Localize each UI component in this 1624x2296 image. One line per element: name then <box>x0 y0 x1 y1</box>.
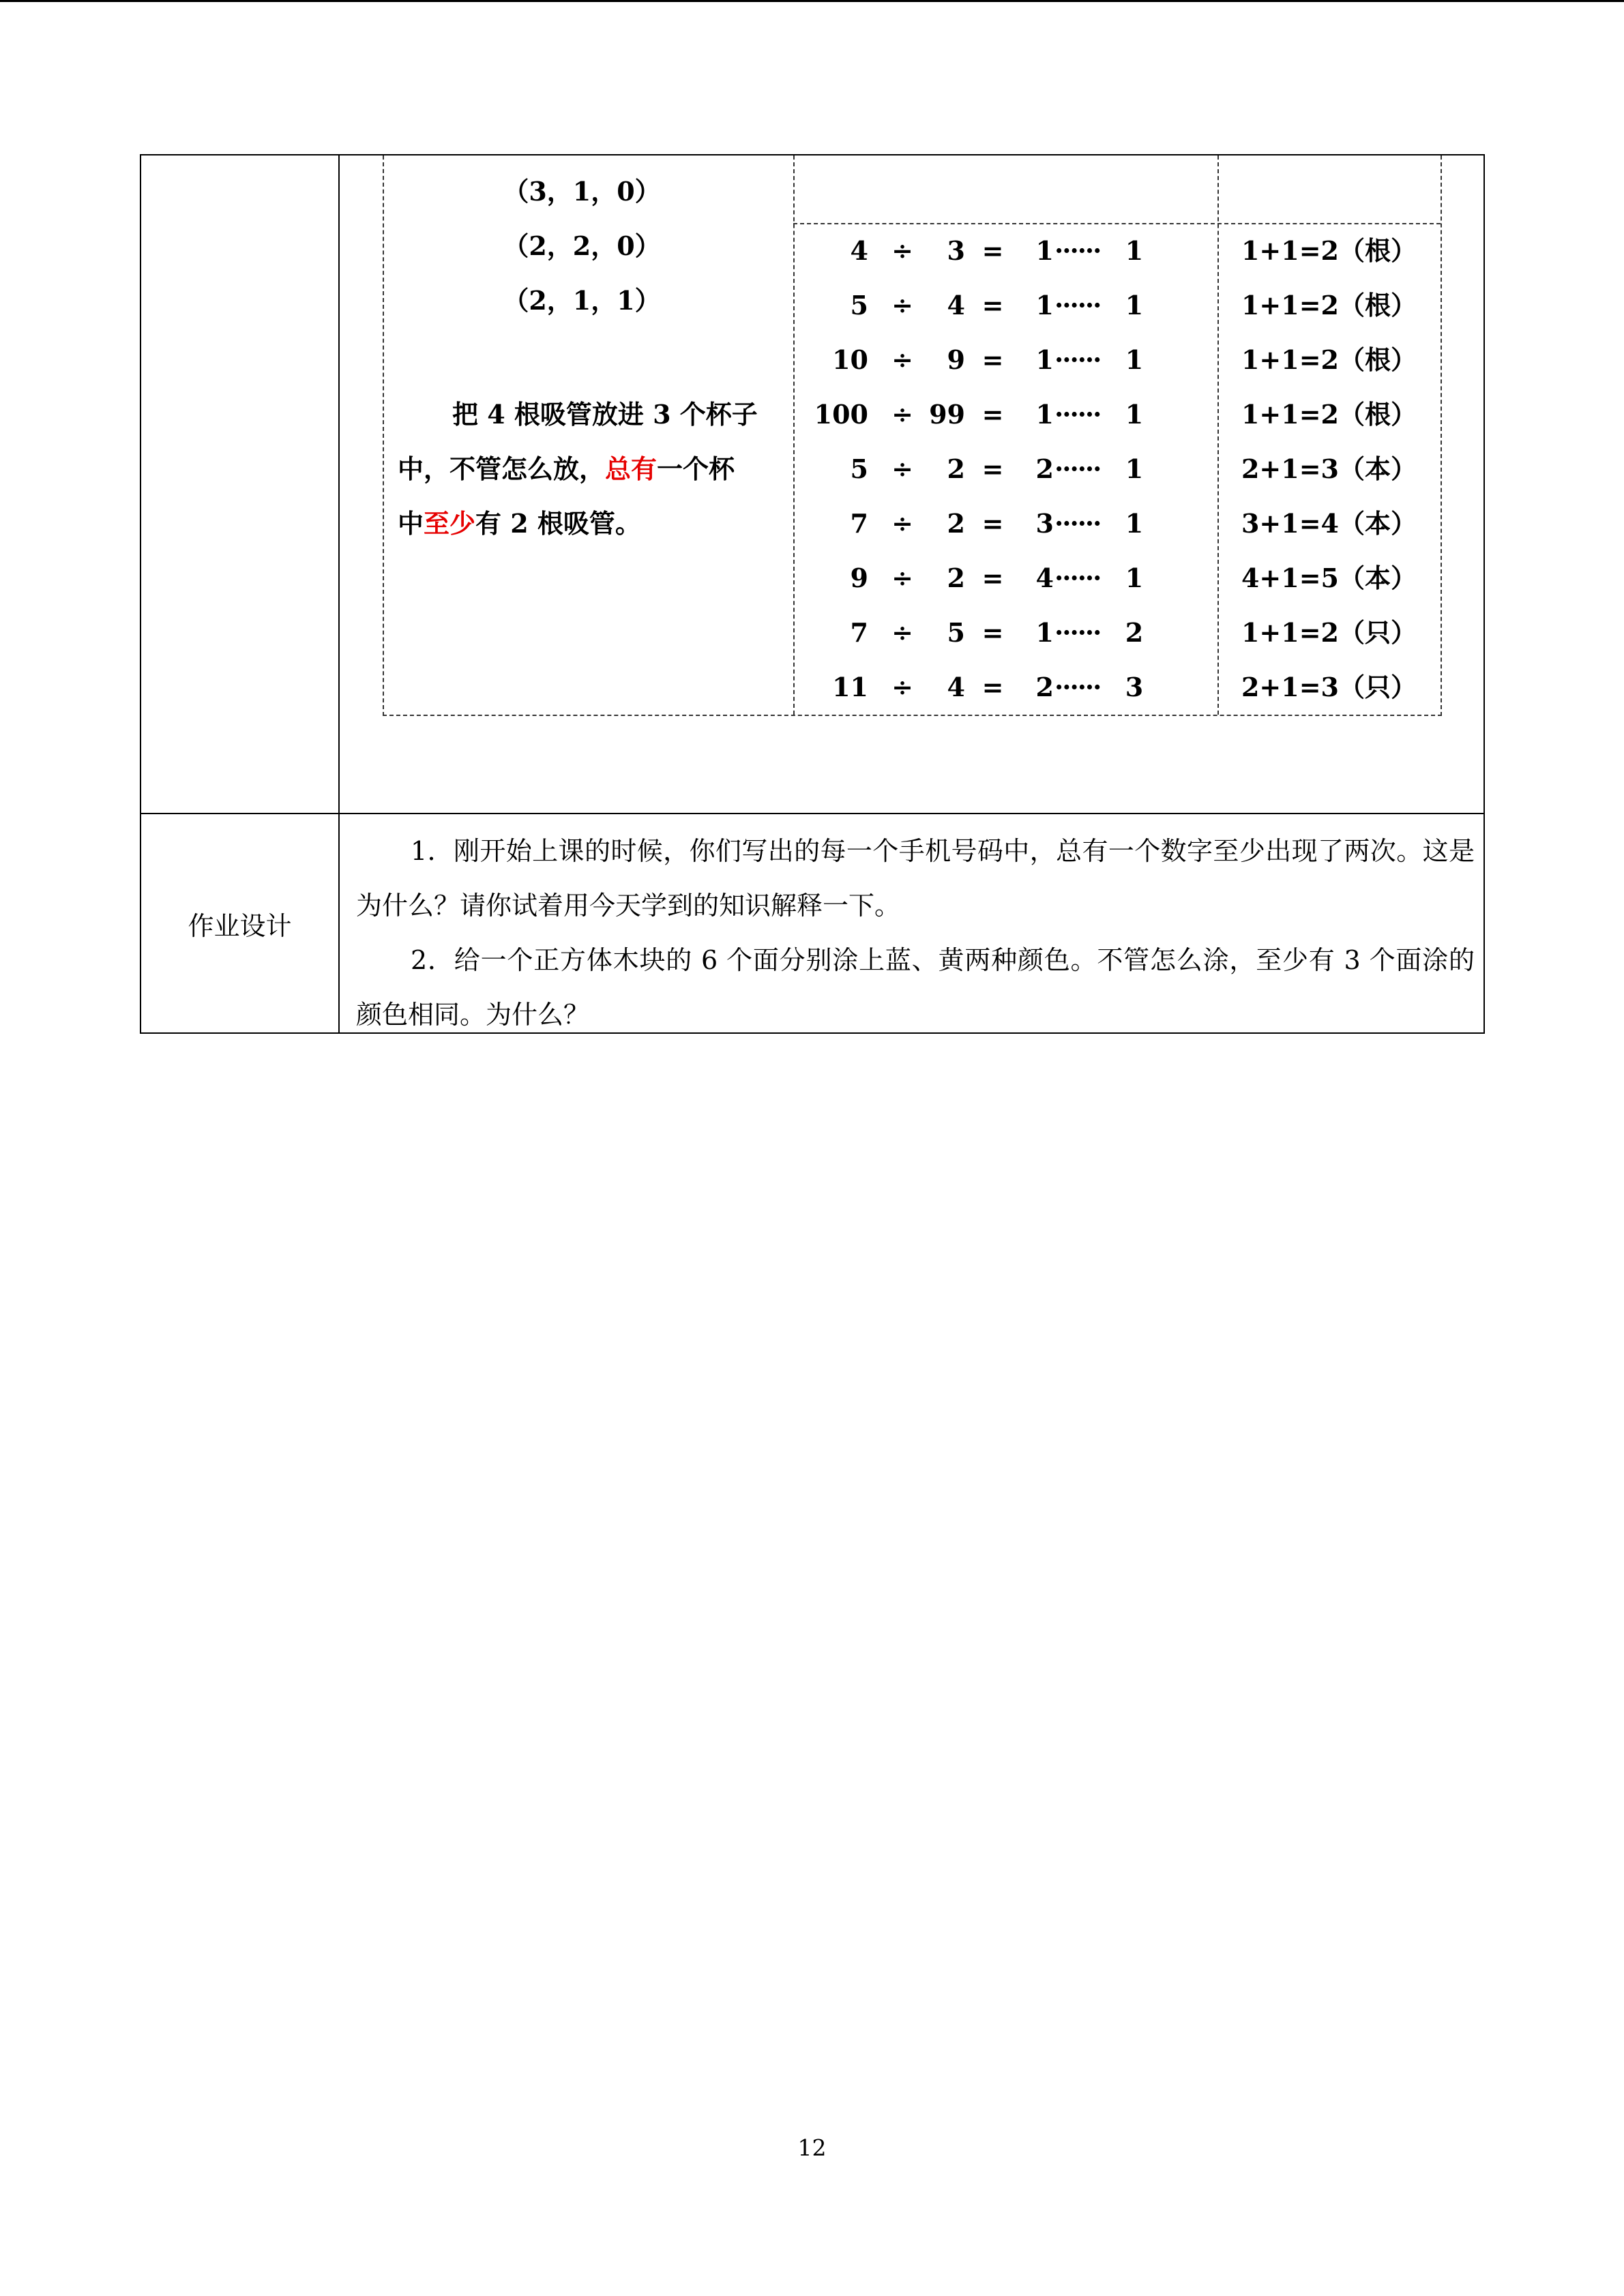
dividend: 10 <box>832 344 868 375</box>
lesson-table <box>140 154 1485 1034</box>
equation-row <box>793 660 1441 715</box>
divisor: 2 <box>947 563 965 593</box>
minimum-result: 2+1=3（只） <box>1241 672 1417 702</box>
divisor: 9 <box>947 344 965 375</box>
remainder: 1 <box>1125 399 1144 430</box>
dividend: 4 <box>850 235 868 266</box>
ellipsis: ······ <box>1054 672 1101 702</box>
minimum-result: 3+1=4（本） <box>1241 508 1417 539</box>
divisor: 3 <box>947 235 965 266</box>
ellipsis: ······ <box>1054 508 1101 539</box>
divide-sign: ÷ <box>891 344 913 375</box>
remainder: 1 <box>1125 508 1144 539</box>
equals-sign: = <box>981 617 1004 648</box>
equation-row <box>793 224 1441 278</box>
quotient: 1 <box>1035 344 1054 375</box>
ellipsis: ······ <box>1054 453 1101 484</box>
divide-sign: ÷ <box>891 235 913 266</box>
quotient: 1 <box>1035 399 1054 430</box>
quotient: 2 <box>1035 672 1054 702</box>
equation-row <box>793 278 1441 333</box>
remainder: 1 <box>1125 235 1144 266</box>
equals-sign: = <box>981 399 1004 430</box>
remainder: 3 <box>1125 672 1144 702</box>
equals-sign: = <box>981 508 1004 539</box>
quotient: 1 <box>1035 290 1054 320</box>
example-box <box>383 155 1442 716</box>
divide-sign: ÷ <box>891 508 913 539</box>
dividend: 7 <box>850 508 868 539</box>
minimum-result: 1+1=2（根） <box>1241 290 1417 320</box>
quotient: 3 <box>1035 508 1054 539</box>
divide-sign: ÷ <box>891 563 913 593</box>
minimum-result: 4+1=5（本） <box>1241 563 1417 593</box>
equals-sign: = <box>981 290 1004 320</box>
minimum-result: 1+1=2（只） <box>1241 617 1417 648</box>
remainder: 1 <box>1125 563 1144 593</box>
ellipsis: ······ <box>1054 344 1101 375</box>
ellipsis: ······ <box>1054 399 1101 430</box>
equation-row <box>793 496 1441 551</box>
equals-sign: = <box>981 563 1004 593</box>
remainder: 1 <box>1125 290 1144 320</box>
divisor: 2 <box>947 453 965 484</box>
statement-text: 中 <box>398 508 424 539</box>
page-top-border <box>0 0 1624 2</box>
dividend: 11 <box>832 672 868 702</box>
highlight-at-least: 至少 <box>424 508 476 539</box>
dividend: 100 <box>814 399 868 430</box>
statement-text: 有 2 根吸管。 <box>475 508 641 539</box>
equation-row <box>793 333 1441 387</box>
equation-row <box>793 442 1441 496</box>
statement-line: 把 4 根吸管放进 3 个杯子 <box>452 399 758 430</box>
divide-sign: ÷ <box>891 672 913 702</box>
principle-statement <box>398 387 780 551</box>
homework-content <box>356 824 1475 1042</box>
distribution-triple: （3，1，0） <box>503 176 661 207</box>
statement-text: 中，不管怎么放， <box>398 453 606 484</box>
quotient: 4 <box>1035 563 1054 593</box>
table-column-divider <box>338 155 340 1032</box>
page-number: 12 <box>797 2134 827 2161</box>
minimum-result: 2+1=3（本） <box>1241 453 1417 484</box>
distribution-triple: （2，1，1） <box>503 285 661 316</box>
remainder: 1 <box>1125 344 1144 375</box>
divide-sign: ÷ <box>891 617 913 648</box>
quotient: 2 <box>1035 453 1054 484</box>
ellipsis: ······ <box>1054 235 1101 266</box>
minimum-result: 1+1=2（根） <box>1241 399 1417 430</box>
homework-label: 作业设计 <box>188 910 292 941</box>
equation-row <box>793 551 1441 606</box>
dividend: 5 <box>850 290 868 320</box>
ellipsis: ······ <box>1054 563 1101 593</box>
statement-text: 一个杯 <box>657 453 735 484</box>
ellipsis: ······ <box>1054 617 1101 648</box>
remainder: 1 <box>1125 453 1144 484</box>
dividend: 5 <box>850 453 868 484</box>
remainder: 2 <box>1125 617 1144 648</box>
dividend: 7 <box>850 617 868 648</box>
divide-sign: ÷ <box>891 399 913 430</box>
quotient: 1 <box>1035 617 1054 648</box>
table-row-divider <box>141 813 1483 814</box>
divisor: 2 <box>947 508 965 539</box>
statement-line <box>398 442 780 496</box>
quotient: 1 <box>1035 235 1054 266</box>
divisor: 5 <box>947 617 965 648</box>
divide-sign: ÷ <box>891 453 913 484</box>
statement-line <box>398 496 780 551</box>
distribution-triple: （2，2，0） <box>503 230 661 261</box>
minimum-result: 1+1=2（根） <box>1241 235 1417 266</box>
homework-item: 1．刚开始上课的时候，你们写出的每一个手机号码中，总有一个数字至少出现了两次。这是为什么？请你试着用今天学到的知识解释一下。 <box>356 836 1475 921</box>
minimum-result: 1+1=2（根） <box>1241 344 1417 375</box>
divide-sign: ÷ <box>891 290 913 320</box>
equals-sign: = <box>981 344 1004 375</box>
equation-row <box>793 387 1441 442</box>
equals-sign: = <box>981 672 1004 702</box>
divisor: 99 <box>929 399 965 430</box>
dividend: 9 <box>850 563 868 593</box>
highlight-always: 总有 <box>605 453 658 484</box>
equation-row <box>793 606 1441 660</box>
divisor: 4 <box>947 290 965 320</box>
equals-sign: = <box>981 235 1004 266</box>
equals-sign: = <box>981 453 1004 484</box>
ellipsis: ······ <box>1054 290 1101 320</box>
homework-item: 2．给一个正方体木块的 6 个面分别涂上蓝、黄两种颜色。不管怎么涂，至少有 3 个面涂的颜色相同。为什么？ <box>356 945 1475 1030</box>
divisor: 4 <box>947 672 965 702</box>
